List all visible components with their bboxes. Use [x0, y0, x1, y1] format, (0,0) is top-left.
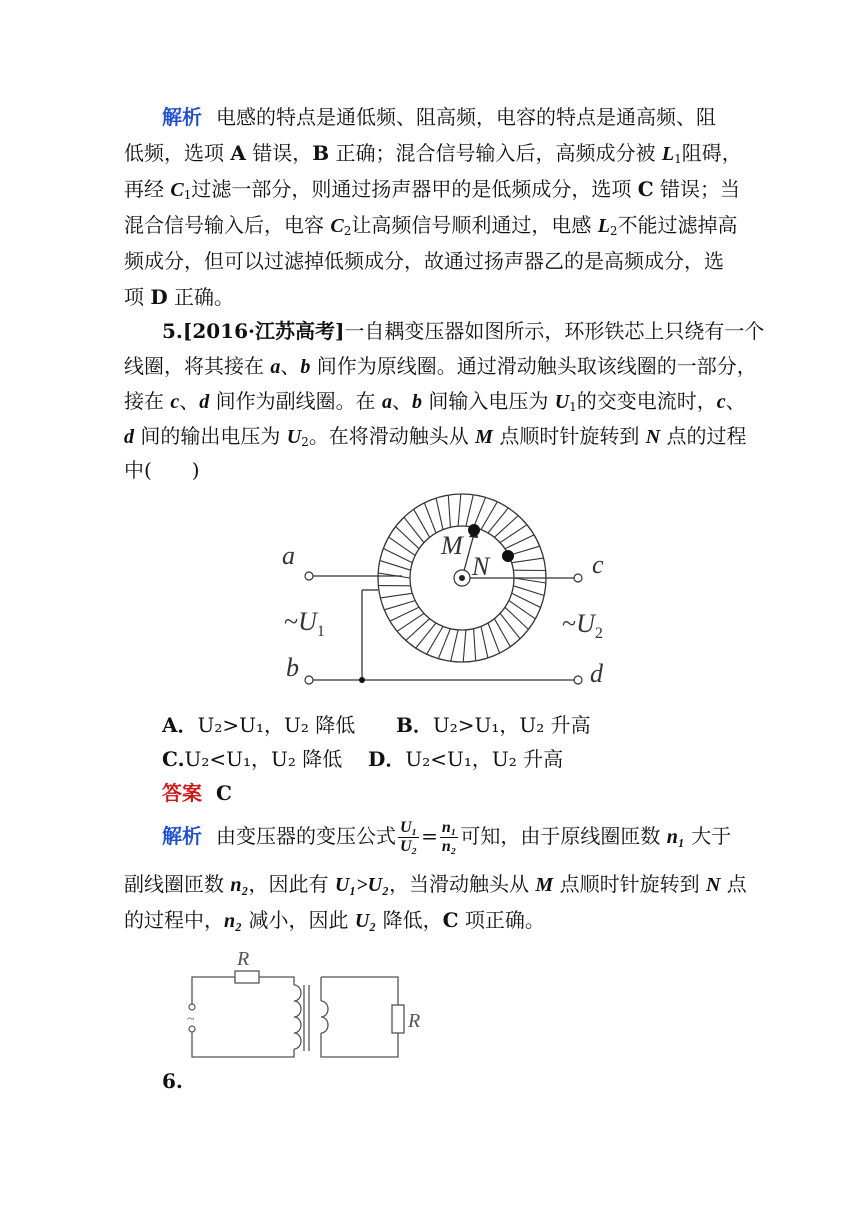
answer-label: 答案: [162, 781, 202, 805]
contact-point-N: [502, 550, 514, 562]
question-5-line-1: 5.[2016·江苏高考]一自耦变压器如图所示，环形铁芯上只绕有一个: [162, 319, 765, 343]
point-M-label: M: [441, 531, 463, 560]
question-5-line-5: 中( ): [124, 458, 200, 482]
question-6-number: 6.: [162, 1069, 183, 1093]
fraction-n1-n2: $\frac{\text{n₁}}{\text{n₂}}$: [441, 819, 457, 855]
coil-turn: [474, 497, 486, 527]
option-C[interactable]: C.U₂<U₁，U₂ 降低: [162, 747, 343, 771]
analysis-4-line-6: 项 D 正确。: [124, 285, 235, 309]
resistor-top: [235, 971, 259, 983]
point-N-label: N: [472, 552, 490, 581]
coil-turn: [481, 502, 497, 530]
coil-turn: [384, 601, 415, 610]
analysis-5-line-3: 的过程中，n₂ 减小，因此 U₂ 降低，C 项正确。: [124, 908, 545, 932]
analysis-5-line-1: 解析 由变压器的变压公式 $\frac{\text{U₁}}{\text{U₂}}$ = $\frac{\text{n₁}}{\text{n₂}}$ 可知，由于原线圈匝数 n₁ 大于: [162, 819, 732, 855]
question-number: 5.[2016·江苏高考]: [162, 319, 345, 343]
question-5-line-2: 线圈，将其接在 a、b 间作为原线圈。通过滑动触头取该线圈的一部分，: [124, 354, 757, 378]
coil-turn: [448, 495, 450, 527]
coil-turn: [463, 630, 466, 662]
contact-point-M: [468, 524, 480, 536]
terminal-a-label: a: [282, 541, 295, 570]
svg-text:~U1: $\sim U_1$: [284, 607, 325, 640]
option-B[interactable]: B．U₂>U₁，U₂ 升高: [396, 713, 591, 737]
coil-turn: [513, 586, 544, 596]
analysis-4-line-1: 解析 电感的特点是通低频、阻高频，电容的特点是通高频、阻: [162, 105, 716, 129]
terminal-c-label: c: [592, 550, 604, 579]
answer-line: [162, 775, 232, 811]
coil-turn: [458, 494, 461, 526]
option-D[interactable]: D．U₂<U₁，U₂ 升高: [368, 747, 564, 771]
coil-turn: [481, 626, 488, 658]
coil-turn: [438, 629, 450, 659]
coil-turn: [436, 498, 443, 529]
analysis-4-line-5: 频成分，但可以过滤掉低频成分，故通过扬声器乙的是高频成分，选: [124, 249, 724, 273]
coil-turn: [488, 623, 500, 653]
coil-turn: [494, 516, 518, 538]
question-5-line-4: d 间的输出电压为 $U_2$。在将滑动触头从 M 点顺时针旋转到 N 点的过程: [124, 424, 747, 449]
resistor-right: [392, 1005, 404, 1033]
analysis-label: 解析: [162, 105, 202, 129]
analysis-4-line-3: 再经 $C_1$过滤一部分，则通过扬声器甲的是低频成分，选项 C 错误；当: [124, 177, 740, 202]
fraction-u1-u2: $\frac{\text{U₁}}{\text{U₂}}$: [400, 819, 418, 855]
analysis-4-line-2: 低频，选项 A 错误，B 正确；混合信号输入后，高频成分被 $L_1$阻碍，: [124, 141, 742, 166]
resistor-top-label: R: [237, 948, 250, 970]
coil-turn: [505, 607, 528, 629]
coil-turn: [474, 629, 476, 661]
coil-turn: [427, 626, 443, 654]
coil-turn: [396, 527, 419, 549]
analysis-label: 解析: [162, 824, 202, 848]
analysis-5-line-2: 副线圈匝数 n₂，因此有 U₁>U₂，当滑动触头从 M 点顺时针旋转到 N 点: [124, 872, 747, 896]
coil-turn: [451, 630, 458, 661]
question-5-line-3: 接在 c、d 间作为副线圈。在 a、b 间输入电压为 $U_1$的交变电流时，c、: [124, 389, 746, 414]
primary-coil: [294, 985, 301, 1049]
terminal-b-label: b: [286, 653, 299, 682]
answer-value: C: [216, 781, 232, 805]
terminal-d-label: d: [590, 659, 603, 688]
analysis-4-line-4: 混合信号输入后，电容 $C_2$让高频信号顺利通过，电感 $L_2$不能过滤掉高: [124, 213, 738, 238]
secondary-coil: [321, 1001, 328, 1033]
resistor-right-label: R: [408, 1010, 421, 1032]
coil-turn: [512, 558, 544, 563]
svg-text:~: ~: [187, 1012, 195, 1027]
coil-turn: [380, 593, 412, 598]
coil-turn: [380, 561, 411, 571]
option-A[interactable]: A．U₂>U₁，U₂ 降低: [162, 713, 356, 737]
coil-turn: [466, 495, 473, 526]
coil-turn: [514, 578, 546, 583]
svg-text:~U2: $\sim U_2$: [562, 609, 603, 642]
transformer-circuit-diagram: [180, 945, 435, 1080]
autotransformer-diagram: [272, 480, 622, 705]
coil-turn: [424, 503, 436, 533]
coil-turn: [406, 619, 430, 641]
